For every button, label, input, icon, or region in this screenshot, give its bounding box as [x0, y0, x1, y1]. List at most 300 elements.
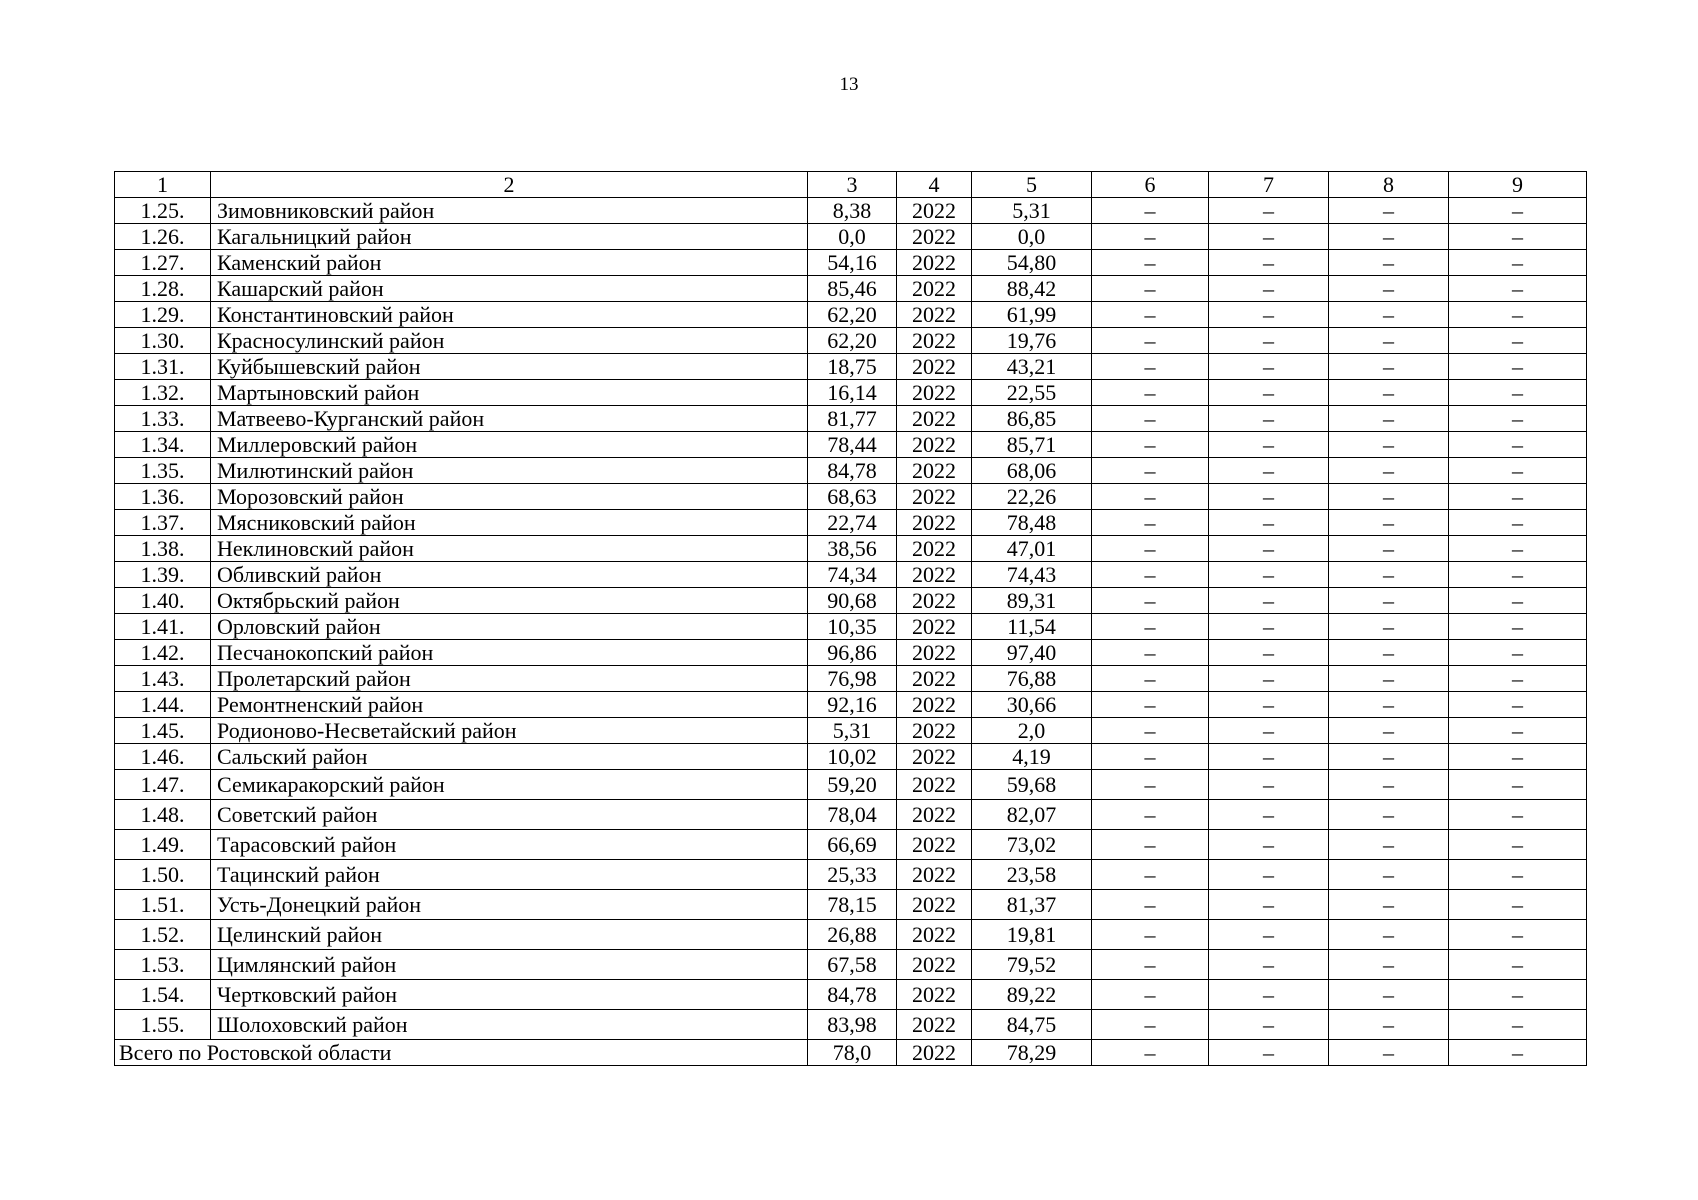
col6-value: – — [1092, 718, 1209, 744]
total-c8-value: – — [1329, 1040, 1449, 1066]
district-name: Мартыновский район — [211, 380, 808, 406]
col8-value: – — [1329, 510, 1449, 536]
table-row — [115, 980, 1587, 1010]
col8-value: – — [1329, 328, 1449, 354]
row-number: 1.28. — [115, 276, 211, 302]
district-name: Ремонтненский район — [211, 692, 808, 718]
row-number: 1.31. — [115, 354, 211, 380]
col7-value: – — [1209, 692, 1329, 718]
district-name: Обливский район — [211, 562, 808, 588]
col9-value: – — [1449, 640, 1587, 666]
col9-value: – — [1449, 692, 1587, 718]
col3-value: 84,78 — [808, 458, 897, 484]
district-name: Чертковский район — [211, 980, 808, 1010]
col4-year: 2022 — [897, 276, 972, 302]
col6-value: – — [1092, 432, 1209, 458]
col8-value: – — [1329, 980, 1449, 1010]
col3-value: 26,88 — [808, 920, 897, 950]
col6-value: – — [1092, 536, 1209, 562]
col4-year: 2022 — [897, 614, 972, 640]
col3-value: 68,63 — [808, 484, 897, 510]
col8-value: – — [1329, 830, 1449, 860]
col7-value: – — [1209, 860, 1329, 890]
col4-year: 2022 — [897, 484, 972, 510]
col9-value: – — [1449, 484, 1587, 510]
row-number: 1.53. — [115, 950, 211, 980]
district-name: Матвеево-Курганский район — [211, 406, 808, 432]
col6-value: – — [1092, 950, 1209, 980]
col3-value: 78,15 — [808, 890, 897, 920]
col5-value: 89,31 — [972, 588, 1092, 614]
total-row — [115, 1040, 1587, 1066]
total-label: Всего по Ростовской области — [115, 1040, 808, 1066]
col6-value: – — [1092, 860, 1209, 890]
col7-value: – — [1209, 484, 1329, 510]
col7-value: – — [1209, 380, 1329, 406]
row-number: 1.34. — [115, 432, 211, 458]
col3-value: 18,75 — [808, 354, 897, 380]
header-cell-2: 2 — [211, 172, 808, 198]
col6-value: – — [1092, 328, 1209, 354]
col9-value: – — [1449, 860, 1587, 890]
row-number: 1.29. — [115, 302, 211, 328]
row-number: 1.52. — [115, 920, 211, 950]
col7-value: – — [1209, 950, 1329, 980]
table-row — [115, 510, 1587, 536]
row-number: 1.26. — [115, 224, 211, 250]
col5-value: 22,26 — [972, 484, 1092, 510]
col7-value: – — [1209, 536, 1329, 562]
col8-value: – — [1329, 666, 1449, 692]
row-number: 1.33. — [115, 406, 211, 432]
col6-value: – — [1092, 198, 1209, 224]
col7-value: – — [1209, 588, 1329, 614]
table-row — [115, 718, 1587, 744]
col9-value: – — [1449, 950, 1587, 980]
col4-year: 2022 — [897, 302, 972, 328]
col3-value: 78,44 — [808, 432, 897, 458]
col8-value: – — [1329, 354, 1449, 380]
header-cell-3: 3 — [808, 172, 897, 198]
col8-value: – — [1329, 458, 1449, 484]
col8-value: – — [1329, 718, 1449, 744]
district-name: Константиновский район — [211, 302, 808, 328]
col9-value: – — [1449, 830, 1587, 860]
col5-value: 89,22 — [972, 980, 1092, 1010]
col4-year: 2022 — [897, 950, 972, 980]
district-name: Усть-Донецкий район — [211, 890, 808, 920]
col8-value: – — [1329, 640, 1449, 666]
col4-year: 2022 — [897, 920, 972, 950]
col3-value: 62,20 — [808, 328, 897, 354]
col8-value: – — [1329, 380, 1449, 406]
col4-year: 2022 — [897, 980, 972, 1010]
total-c5-value: 78,29 — [972, 1040, 1092, 1066]
col6-value: – — [1092, 920, 1209, 950]
col3-value: 67,58 — [808, 950, 897, 980]
district-name: Красносулинский район — [211, 328, 808, 354]
row-number: 1.32. — [115, 380, 211, 406]
col5-value: 61,99 — [972, 302, 1092, 328]
col4-year: 2022 — [897, 354, 972, 380]
col9-value: – — [1449, 510, 1587, 536]
col9-value: – — [1449, 588, 1587, 614]
row-number: 1.48. — [115, 800, 211, 830]
col5-value: 19,76 — [972, 328, 1092, 354]
col8-value: – — [1329, 800, 1449, 830]
col9-value: – — [1449, 666, 1587, 692]
col9-value: – — [1449, 536, 1587, 562]
district-name: Кашарский район — [211, 276, 808, 302]
col7-value: – — [1209, 458, 1329, 484]
table-row — [115, 562, 1587, 588]
table-row — [115, 1010, 1587, 1040]
col7-value: – — [1209, 250, 1329, 276]
row-number: 1.35. — [115, 458, 211, 484]
col3-value: 22,74 — [808, 510, 897, 536]
header-cell-8: 8 — [1329, 172, 1449, 198]
table-row — [115, 588, 1587, 614]
row-number: 1.38. — [115, 536, 211, 562]
col4-year: 2022 — [897, 406, 972, 432]
col4-year: 2022 — [897, 250, 972, 276]
col9-value: – — [1449, 276, 1587, 302]
table-row — [115, 920, 1587, 950]
col8-value: – — [1329, 276, 1449, 302]
col7-value: – — [1209, 406, 1329, 432]
col5-value: 82,07 — [972, 800, 1092, 830]
col8-value: – — [1329, 432, 1449, 458]
col5-value: 81,37 — [972, 890, 1092, 920]
header-cell-1: 1 — [115, 172, 211, 198]
col6-value: – — [1092, 614, 1209, 640]
district-name: Родионово-Несветайский район — [211, 718, 808, 744]
col3-value: 90,68 — [808, 588, 897, 614]
header-row — [115, 172, 1587, 198]
col7-value: – — [1209, 354, 1329, 380]
col3-value: 85,46 — [808, 276, 897, 302]
row-number: 1.46. — [115, 744, 211, 770]
table-row — [115, 536, 1587, 562]
col7-value: – — [1209, 666, 1329, 692]
header-cell-4: 4 — [897, 172, 972, 198]
col9-value: – — [1449, 458, 1587, 484]
col8-value: – — [1329, 950, 1449, 980]
col3-value: 25,33 — [808, 860, 897, 890]
col5-value: 86,85 — [972, 406, 1092, 432]
col5-value: 4,19 — [972, 744, 1092, 770]
col9-value: – — [1449, 1010, 1587, 1040]
header-cell-5: 5 — [972, 172, 1092, 198]
district-name: Тарасовский район — [211, 830, 808, 860]
district-name: Милютинский район — [211, 458, 808, 484]
col7-value: – — [1209, 510, 1329, 536]
col9-value: – — [1449, 744, 1587, 770]
table-row — [115, 860, 1587, 890]
total-c9-value: – — [1449, 1040, 1587, 1066]
col8-value: – — [1329, 198, 1449, 224]
col5-value: 54,80 — [972, 250, 1092, 276]
col7-value: – — [1209, 890, 1329, 920]
col9-value: – — [1449, 890, 1587, 920]
col5-value: 43,21 — [972, 354, 1092, 380]
col3-value: 16,14 — [808, 380, 897, 406]
row-number: 1.36. — [115, 484, 211, 510]
col6-value: – — [1092, 458, 1209, 484]
table-row — [115, 640, 1587, 666]
col8-value: – — [1329, 860, 1449, 890]
col9-value: – — [1449, 198, 1587, 224]
col3-value: 38,56 — [808, 536, 897, 562]
table-row — [115, 276, 1587, 302]
row-number: 1.54. — [115, 980, 211, 1010]
district-name: Миллеровский район — [211, 432, 808, 458]
table-row — [115, 328, 1587, 354]
header-cell-9: 9 — [1449, 172, 1587, 198]
col5-value: 73,02 — [972, 830, 1092, 860]
district-name: Кагальницкий район — [211, 224, 808, 250]
table-row — [115, 302, 1587, 328]
col6-value: – — [1092, 800, 1209, 830]
col9-value: – — [1449, 224, 1587, 250]
col4-year: 2022 — [897, 860, 972, 890]
row-number: 1.30. — [115, 328, 211, 354]
col5-value: 79,52 — [972, 950, 1092, 980]
table-row — [115, 198, 1587, 224]
table-row — [115, 770, 1587, 800]
col9-value: – — [1449, 250, 1587, 276]
col6-value: – — [1092, 588, 1209, 614]
col5-value: 0,0 — [972, 224, 1092, 250]
col9-value: – — [1449, 328, 1587, 354]
page-number: 13 — [839, 74, 859, 95]
col5-value: 88,42 — [972, 276, 1092, 302]
col7-value: – — [1209, 770, 1329, 800]
col7-value: – — [1209, 744, 1329, 770]
col4-year: 2022 — [897, 718, 972, 744]
col4-year: 2022 — [897, 380, 972, 406]
row-number: 1.42. — [115, 640, 211, 666]
col4-year: 2022 — [897, 328, 972, 354]
district-name: Цимлянский район — [211, 950, 808, 980]
col5-value: 30,66 — [972, 692, 1092, 718]
table-row — [115, 950, 1587, 980]
total-c7-value: – — [1209, 1040, 1329, 1066]
total-c6-value: – — [1092, 1040, 1209, 1066]
col3-value: 83,98 — [808, 1010, 897, 1040]
col8-value: – — [1329, 406, 1449, 432]
col4-year: 2022 — [897, 640, 972, 666]
col8-value: – — [1329, 562, 1449, 588]
col7-value: – — [1209, 920, 1329, 950]
col4-year: 2022 — [897, 224, 972, 250]
col9-value: – — [1449, 380, 1587, 406]
row-number: 1.40. — [115, 588, 211, 614]
col5-value: 22,55 — [972, 380, 1092, 406]
col8-value: – — [1329, 890, 1449, 920]
col6-value: – — [1092, 250, 1209, 276]
col9-value: – — [1449, 614, 1587, 640]
col7-value: – — [1209, 432, 1329, 458]
col7-value: – — [1209, 276, 1329, 302]
col4-year: 2022 — [897, 1010, 972, 1040]
col4-year: 2022 — [897, 770, 972, 800]
district-name: Шолоховский район — [211, 1010, 808, 1040]
col6-value: – — [1092, 1010, 1209, 1040]
col9-value: – — [1449, 432, 1587, 458]
col8-value: – — [1329, 484, 1449, 510]
table-row — [115, 800, 1587, 830]
col3-value: 10,35 — [808, 614, 897, 640]
col6-value: – — [1092, 276, 1209, 302]
col9-value: – — [1449, 920, 1587, 950]
col4-year: 2022 — [897, 890, 972, 920]
col4-year: 2022 — [897, 830, 972, 860]
col4-year: 2022 — [897, 432, 972, 458]
row-number: 1.43. — [115, 666, 211, 692]
table-row — [115, 744, 1587, 770]
district-name: Тацинский район — [211, 860, 808, 890]
row-number: 1.39. — [115, 562, 211, 588]
col4-year: 2022 — [897, 562, 972, 588]
col7-value: – — [1209, 614, 1329, 640]
col8-value: – — [1329, 1010, 1449, 1040]
district-name: Пролетарский район — [211, 666, 808, 692]
col3-value: 84,78 — [808, 980, 897, 1010]
district-name: Куйбышевский район — [211, 354, 808, 380]
table-row — [115, 890, 1587, 920]
col3-value: 59,20 — [808, 770, 897, 800]
col5-value: 68,06 — [972, 458, 1092, 484]
table-row — [115, 380, 1587, 406]
header-cell-7: 7 — [1209, 172, 1329, 198]
row-number: 1.45. — [115, 718, 211, 744]
district-name: Мясниковский район — [211, 510, 808, 536]
col5-value: 78,48 — [972, 510, 1092, 536]
table-row — [115, 354, 1587, 380]
col6-value: – — [1092, 692, 1209, 718]
table-row — [115, 692, 1587, 718]
total-c3-value: 78,0 — [808, 1040, 897, 1066]
col3-value: 0,0 — [808, 224, 897, 250]
district-name: Сальский район — [211, 744, 808, 770]
total-c4-value: 2022 — [897, 1040, 972, 1066]
col9-value: – — [1449, 354, 1587, 380]
col9-value: – — [1449, 718, 1587, 744]
col6-value: – — [1092, 890, 1209, 920]
col4-year: 2022 — [897, 510, 972, 536]
table-row — [115, 458, 1587, 484]
table-row — [115, 432, 1587, 458]
col4-year: 2022 — [897, 692, 972, 718]
col4-year: 2022 — [897, 588, 972, 614]
col4-year: 2022 — [897, 666, 972, 692]
col9-value: – — [1449, 406, 1587, 432]
col9-value: – — [1449, 302, 1587, 328]
row-number: 1.50. — [115, 860, 211, 890]
col7-value: – — [1209, 328, 1329, 354]
col6-value: – — [1092, 744, 1209, 770]
district-name: Зимовниковский район — [211, 198, 808, 224]
col3-value: 8,38 — [808, 198, 897, 224]
col7-value: – — [1209, 800, 1329, 830]
col9-value: – — [1449, 980, 1587, 1010]
col7-value: – — [1209, 562, 1329, 588]
col8-value: – — [1329, 692, 1449, 718]
col6-value: – — [1092, 224, 1209, 250]
row-number: 1.27. — [115, 250, 211, 276]
col5-value: 11,54 — [972, 614, 1092, 640]
col4-year: 2022 — [897, 744, 972, 770]
table-row — [115, 614, 1587, 640]
col3-value: 10,02 — [808, 744, 897, 770]
col3-value: 66,69 — [808, 830, 897, 860]
col5-value: 47,01 — [972, 536, 1092, 562]
col4-year: 2022 — [897, 198, 972, 224]
table-row — [115, 484, 1587, 510]
col5-value: 23,58 — [972, 860, 1092, 890]
col6-value: – — [1092, 406, 1209, 432]
data-table — [114, 171, 1587, 1066]
col5-value: 84,75 — [972, 1010, 1092, 1040]
district-name: Неклиновский район — [211, 536, 808, 562]
col7-value: – — [1209, 198, 1329, 224]
district-name: Каменский район — [211, 250, 808, 276]
table-row — [115, 224, 1587, 250]
col3-value: 78,04 — [808, 800, 897, 830]
district-name: Орловский район — [211, 614, 808, 640]
col8-value: – — [1329, 744, 1449, 770]
col7-value: – — [1209, 830, 1329, 860]
col9-value: – — [1449, 562, 1587, 588]
table-row — [115, 406, 1587, 432]
col6-value: – — [1092, 770, 1209, 800]
row-number: 1.49. — [115, 830, 211, 860]
district-name: Семикаракорский район — [211, 770, 808, 800]
col3-value: 96,86 — [808, 640, 897, 666]
col8-value: – — [1329, 224, 1449, 250]
col7-value: – — [1209, 224, 1329, 250]
table-row — [115, 830, 1587, 860]
row-number: 1.47. — [115, 770, 211, 800]
col8-value: – — [1329, 536, 1449, 562]
col8-value: – — [1329, 770, 1449, 800]
col7-value: – — [1209, 980, 1329, 1010]
col5-value: 85,71 — [972, 432, 1092, 458]
col3-value: 76,98 — [808, 666, 897, 692]
col5-value: 5,31 — [972, 198, 1092, 224]
col6-value: – — [1092, 640, 1209, 666]
col3-value: 5,31 — [808, 718, 897, 744]
col5-value: 76,88 — [972, 666, 1092, 692]
row-number: 1.25. — [115, 198, 211, 224]
col7-value: – — [1209, 1010, 1329, 1040]
row-number: 1.51. — [115, 890, 211, 920]
col6-value: – — [1092, 562, 1209, 588]
row-number: 1.41. — [115, 614, 211, 640]
col6-value: – — [1092, 830, 1209, 860]
col3-value: 74,34 — [808, 562, 897, 588]
col8-value: – — [1329, 588, 1449, 614]
col8-value: – — [1329, 250, 1449, 276]
district-name: Морозовский район — [211, 484, 808, 510]
col5-value: 59,68 — [972, 770, 1092, 800]
col5-value: 74,43 — [972, 562, 1092, 588]
table-row — [115, 250, 1587, 276]
district-name: Октябрьский район — [211, 588, 808, 614]
col5-value: 2,0 — [972, 718, 1092, 744]
col6-value: – — [1092, 380, 1209, 406]
